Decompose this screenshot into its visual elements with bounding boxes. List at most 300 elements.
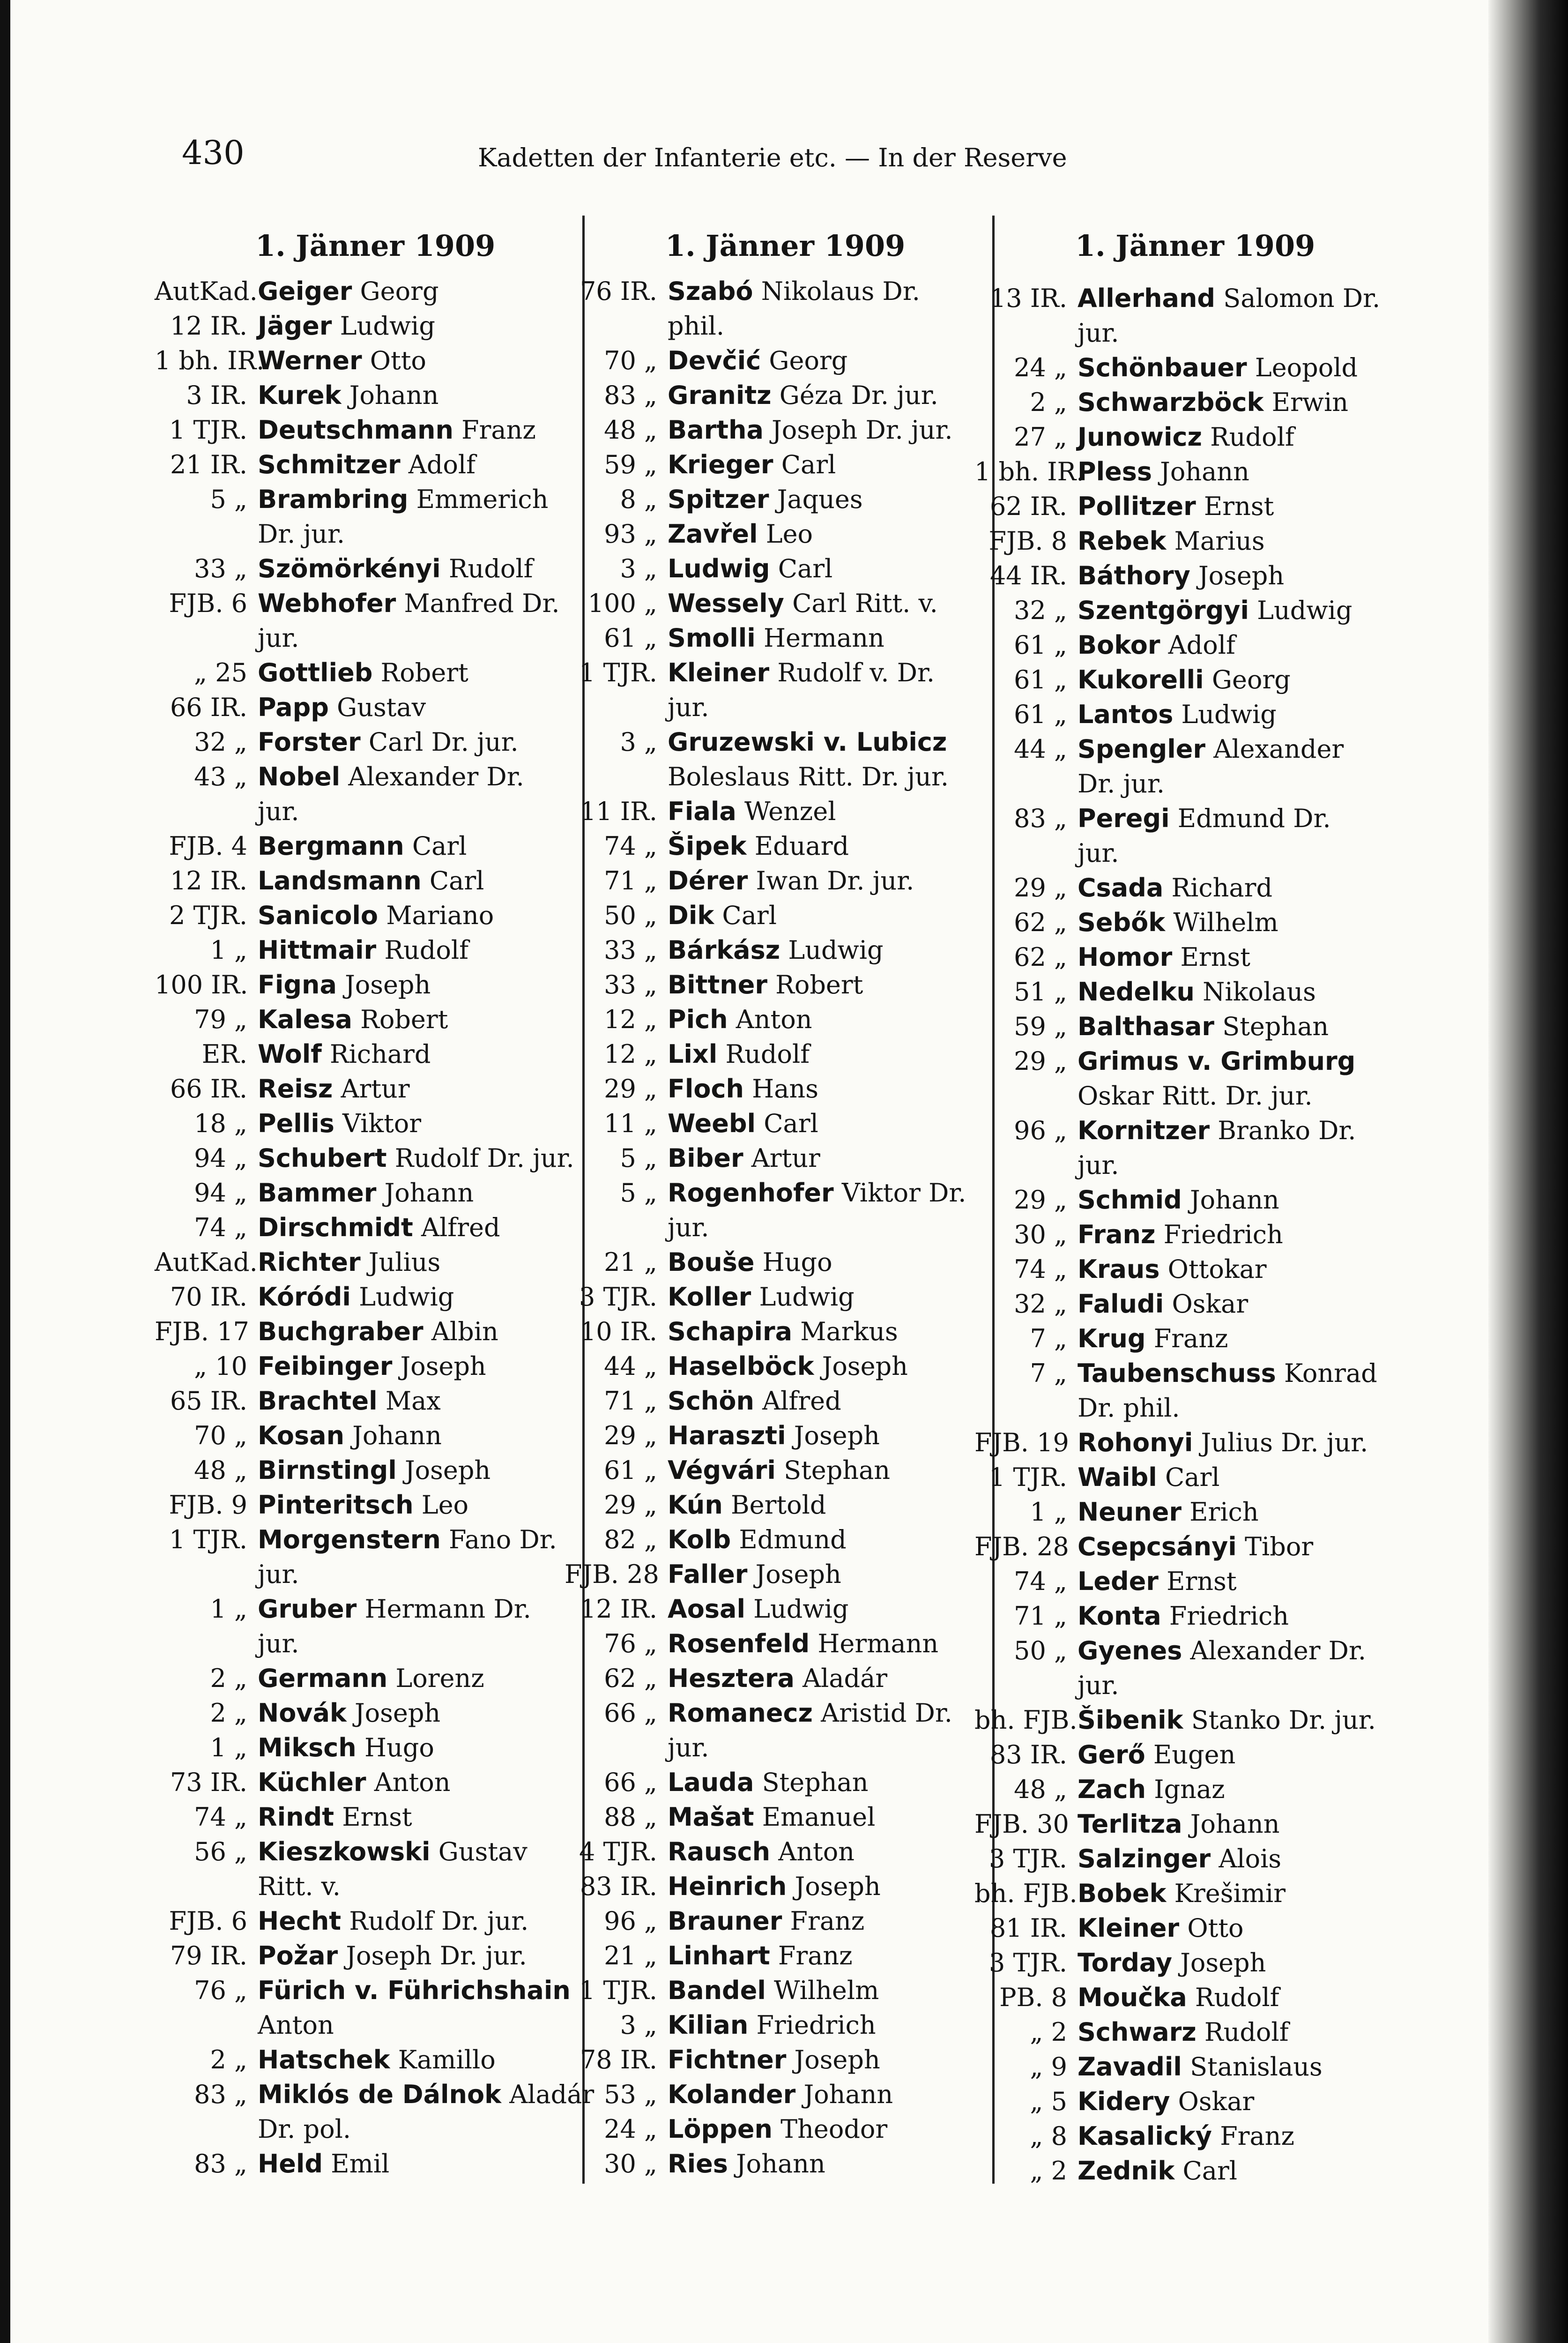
name-line (1078, 2084, 1387, 2119)
name-line (258, 1696, 567, 1731)
person-name (1078, 2119, 1387, 2154)
given-name: Nikolaus (1203, 977, 1316, 1007)
list-item (155, 933, 567, 968)
surname: Schmid (1078, 1185, 1182, 1215)
surname: Sebők (1078, 908, 1166, 937)
person-name (1078, 940, 1387, 975)
name-line (668, 343, 977, 378)
surname: Brambring (258, 485, 409, 514)
name-line (668, 621, 977, 656)
unit-label: AutKad. (155, 1247, 258, 1277)
person-name (668, 586, 977, 621)
unit-label: 1 TJR. (579, 1976, 657, 2005)
list-item (155, 690, 567, 725)
name-line (1078, 385, 1387, 420)
unit-label: 70 „ (194, 1421, 247, 1450)
given-name: Oskar (1172, 1289, 1248, 1319)
name-line (1078, 1876, 1387, 1911)
list-item (155, 1696, 567, 1731)
name-line (668, 1765, 977, 1800)
unit-label: 51 „ (1014, 977, 1067, 1007)
surname: Nobel (258, 762, 341, 791)
surname: Dik (668, 901, 714, 930)
list-item (974, 559, 1387, 593)
surname: Floch (668, 1074, 744, 1104)
name-line (668, 2077, 977, 2112)
name-continuation: jur. (258, 1629, 299, 1658)
unit-label: 3 TJR. (988, 1844, 1067, 1873)
given-name: Leopold (1255, 353, 1358, 382)
list-item (974, 1460, 1387, 1495)
unit-label: 56 „ (194, 1837, 247, 1866)
person-name (668, 621, 977, 656)
unit-label: 3 „ (620, 554, 657, 583)
person-name (258, 2147, 567, 2181)
name-line (1078, 975, 1387, 1009)
unit-label: 11 IR. (580, 797, 657, 826)
list-item (155, 725, 567, 760)
list-item (565, 1835, 977, 1869)
person-name (258, 656, 567, 690)
unit-label: 24 „ (1014, 353, 1067, 382)
name-line (258, 1939, 567, 1973)
list-item (155, 552, 567, 586)
person-name (258, 482, 567, 552)
unit-label: 53 „ (604, 2080, 657, 2109)
unit-label: 70 IR. (170, 1282, 247, 1312)
surname: Landsmann (258, 866, 422, 895)
unit-label: 48 „ (1014, 1775, 1067, 1804)
person-name (668, 1592, 977, 1627)
person-name (258, 1904, 567, 1939)
unit-label: 1 „ (210, 1733, 247, 1762)
list-item (565, 656, 977, 725)
list-item (565, 1280, 977, 1314)
unit-label: „ 2 (1030, 2156, 1067, 2186)
given-name: Alfred (762, 1386, 841, 1416)
list-item (974, 1530, 1387, 1564)
list-item (155, 1384, 567, 1418)
person-name (668, 482, 977, 517)
unit-label: 66 „ (604, 1698, 657, 1728)
list-item (974, 1495, 1387, 1530)
list-item (974, 1911, 1387, 1946)
unit-label: FJB. 28 (565, 1560, 659, 1589)
person-name (668, 656, 977, 725)
person-name (258, 448, 567, 482)
name-continuation: Oskar Ritt. Dr. jur. (1078, 1081, 1313, 1111)
name-line (1078, 1634, 1387, 1668)
person-name (668, 1627, 977, 1661)
list-item (974, 2050, 1387, 2084)
given-name: Hans (752, 1074, 818, 1104)
surname: Šipek (668, 831, 747, 861)
given-name: Albin (431, 1317, 498, 1346)
given-name: Nikolaus Dr. (761, 276, 920, 306)
given-name: Franz (1153, 1324, 1228, 1353)
unit-label: bh. FJB. (974, 1879, 1078, 1908)
given-name: Anton (374, 1768, 451, 1797)
unit-label: FJB. 8 (988, 526, 1067, 556)
name-line (668, 1627, 977, 1661)
name-line (668, 378, 977, 413)
surname: Lauda (668, 1768, 754, 1797)
list-item (155, 1141, 574, 1176)
name-line (668, 1939, 977, 1973)
person-name (258, 274, 567, 309)
given-name: Leo (765, 519, 813, 549)
person-name (258, 2043, 567, 2077)
person-name (258, 1072, 567, 1106)
person-name (1078, 1425, 1387, 1460)
given-name: Max (385, 1386, 441, 1416)
name-line (1078, 732, 1387, 767)
unit-label: 7 „ (1030, 1358, 1067, 1388)
unit-label: 93 „ (604, 519, 657, 549)
person-name (1078, 1113, 1387, 1183)
list-item (155, 1314, 567, 1349)
surname: Lantos (1078, 700, 1174, 729)
surname: Kosan (258, 1421, 345, 1450)
name-continuation: Dr. pol. (258, 2114, 351, 2144)
unit-label: 3 „ (620, 727, 657, 757)
list-item (565, 2077, 977, 2112)
name-line (258, 1314, 567, 1349)
list-item (974, 1564, 1387, 1599)
surname: Kornitzer (1078, 1116, 1210, 1145)
surname: Papp (258, 693, 329, 722)
person-name (258, 1592, 567, 1661)
given-name: Joseph (405, 1455, 491, 1485)
unit-label: FJB. 6 (169, 1906, 247, 1936)
list-item (565, 413, 977, 448)
given-name: Friedrich (1169, 1601, 1289, 1631)
given-name: Emil (331, 2149, 390, 2179)
person-name (1078, 1946, 1387, 1980)
name-line (1078, 1183, 1387, 1217)
name-line (668, 1522, 977, 1557)
list-item (974, 1876, 1387, 1911)
person-name (258, 309, 567, 343)
surname: Kieszkowski (258, 1837, 431, 1866)
list-item (565, 586, 977, 621)
unit-label: 33 „ (604, 970, 657, 1000)
surname: Bouše (668, 1247, 755, 1277)
person-name (258, 1661, 567, 1696)
unit-label: 24 „ (604, 2114, 657, 2144)
list-item (565, 1106, 977, 1141)
surname: Pollitzer (1078, 492, 1196, 521)
given-name: Ludwig (1257, 596, 1352, 625)
person-name (668, 1349, 977, 1384)
unit-label: 27 „ (1014, 422, 1067, 452)
list-item (565, 1488, 977, 1522)
unit-label: 94 „ (194, 1143, 247, 1173)
surname: Schwarz (1078, 2017, 1196, 2047)
person-name (1078, 801, 1387, 871)
surname: Kóródi (258, 1282, 351, 1312)
name-continuation: jur. (258, 1560, 299, 1589)
unit-label: 50 „ (604, 901, 657, 930)
unit-label: 59 „ (604, 450, 657, 479)
given-name: Marius (1174, 526, 1265, 556)
name-line (668, 2043, 977, 2077)
list-item (974, 1183, 1387, 1217)
surname: Waibl (1078, 1463, 1157, 1492)
unit-label: 29 „ (604, 1490, 657, 1520)
surname: Gruber (258, 1594, 357, 1624)
surname: Hecht (258, 1906, 342, 1936)
unit-label: 43 „ (194, 762, 247, 791)
unit-label: 62 „ (604, 1664, 657, 1693)
name-line (258, 1245, 567, 1280)
person-name (1078, 1876, 1387, 1911)
given-name: Edmund (739, 1525, 847, 1554)
name-line (1078, 940, 1387, 975)
person-name (668, 2043, 977, 2077)
name-continuation: Ritt. v. (258, 1872, 341, 1901)
given-name: Bertold (730, 1490, 826, 1520)
given-name: Aladár (803, 1664, 888, 1693)
person-name (1078, 281, 1387, 351)
surname: Geiger (258, 276, 352, 306)
name-line (1078, 1738, 1387, 1772)
given-name: Joseph (400, 1351, 486, 1381)
person-name (258, 1106, 567, 1141)
list-item (974, 489, 1387, 524)
surname: Granitz (668, 381, 772, 410)
surname: Schwarzböck (1078, 388, 1264, 417)
surname: Sanicolo (258, 901, 379, 930)
person-name (668, 1973, 977, 2008)
list-item (155, 482, 567, 552)
given-name: Joseph (795, 1872, 881, 1901)
surname: Allerhand (1078, 284, 1216, 313)
surname: Krieger (668, 450, 773, 479)
surname: Gottlieb (258, 658, 373, 687)
given-name: Joseph Dr. jur. (346, 1941, 527, 1970)
given-name: Ludwig (753, 1594, 849, 1624)
given-name: Carl (429, 866, 484, 895)
list-item (974, 1772, 1387, 1807)
person-name (668, 1141, 977, 1176)
person-name (668, 413, 977, 448)
given-name: Aristid Dr. (821, 1698, 952, 1728)
name-line (668, 1904, 977, 1939)
name-continuation: Dr. phil. (1078, 1393, 1180, 1423)
person-name (1078, 420, 1387, 455)
unit-label: 8 „ (620, 485, 657, 514)
unit-label: 21 „ (604, 1941, 657, 1970)
given-name: Edmund Dr. (1177, 804, 1331, 833)
unit-label: 29 „ (1014, 873, 1067, 903)
name-line (258, 309, 567, 343)
person-name (668, 378, 977, 413)
name-line (668, 2008, 977, 2043)
given-name: Carl (778, 554, 833, 583)
given-name: Friedrich (1163, 1220, 1283, 1249)
unit-label: FJB. 6 (169, 589, 247, 618)
person-name (1078, 1217, 1387, 1252)
name-line (258, 1453, 567, 1488)
unit-label: FJB. 17 (155, 1317, 249, 1346)
unit-label: 2 „ (210, 2045, 247, 2074)
name-line (1078, 2154, 1387, 2188)
person-name (1078, 732, 1387, 801)
unit-label: 83 „ (604, 381, 657, 410)
person-name (668, 1696, 977, 1765)
unit-label: 71 „ (604, 1386, 657, 1416)
person-name (668, 1939, 977, 1973)
given-name: Joseph (822, 1351, 908, 1381)
name-line (668, 552, 977, 586)
unit-label: 5 „ (210, 485, 247, 514)
given-name: Géza Dr. jur. (779, 381, 938, 410)
surname: Bartha (668, 415, 764, 445)
unit-label: FJB. 19 (974, 1428, 1069, 1457)
name-line (668, 1835, 977, 1869)
name-continuation: Anton (258, 2010, 334, 2040)
person-name (668, 1037, 977, 1072)
unit-label: FJB. 28 (974, 1532, 1069, 1561)
list-item (565, 1002, 977, 1037)
given-name: Ludwig (1181, 700, 1277, 729)
person-name (1078, 455, 1387, 489)
given-name: Johann (1190, 1809, 1280, 1839)
person-name (1078, 1183, 1387, 1217)
person-name (1078, 593, 1387, 628)
given-name: Carl (781, 450, 836, 479)
person-name (258, 760, 567, 829)
name-line (258, 1973, 571, 2008)
surname: Heinrich (668, 1872, 787, 1901)
name-line (1078, 1980, 1387, 2015)
surname: Homor (1078, 942, 1173, 972)
person-name (1078, 1738, 1387, 1772)
surname: Fichtner (668, 2045, 787, 2074)
unit-label: 29 „ (604, 1074, 657, 1104)
surname: Biber (668, 1143, 743, 1173)
surname: Kalesa (258, 1005, 352, 1034)
list-item (974, 1980, 1387, 2015)
surname: Romanecz (668, 1698, 813, 1728)
unit-label: 44 „ (604, 1351, 657, 1381)
unit-label: 12 IR. (580, 1594, 657, 1624)
unit-label: 50 „ (1014, 1636, 1067, 1665)
name-continuation: jur. (668, 1733, 709, 1762)
unit-label: 76 IR. (580, 276, 657, 306)
name-line (258, 343, 567, 378)
person-name (1078, 975, 1387, 1009)
list-item (974, 1946, 1387, 1980)
surname: Kún (668, 1490, 723, 1520)
given-name: Oskar (1178, 2087, 1255, 2116)
given-name: Viktor (342, 1109, 422, 1138)
name-line (1078, 593, 1387, 628)
list-item (565, 552, 977, 586)
person-name (258, 898, 567, 933)
name-line (668, 413, 977, 448)
list-item (155, 1210, 567, 1245)
surname: Faludi (1078, 1289, 1164, 1319)
list-item (565, 933, 977, 968)
name-line (1078, 351, 1387, 385)
person-name (1078, 1911, 1387, 1946)
person-name (258, 1488, 567, 1522)
given-name: Friedrich (756, 2010, 876, 2040)
name-line (258, 1765, 567, 1800)
list-item (565, 1141, 977, 1176)
surname: Végvári (668, 1455, 776, 1485)
surname: Salzinger (1078, 1844, 1211, 1873)
surname: Pless (1078, 457, 1152, 486)
given-name: Carl Ritt. v. (792, 589, 938, 618)
given-name: Johann (1160, 457, 1249, 486)
given-name: Rudolf (725, 1039, 810, 1069)
given-name: Anton (736, 1005, 812, 1034)
surname: Linhart (668, 1941, 770, 1970)
name-line (1078, 2015, 1387, 2050)
list-item (974, 351, 1387, 385)
unit-label: 4 TJR. (579, 1837, 657, 1866)
person-name (258, 690, 567, 725)
person-name (258, 1002, 567, 1037)
surname: Miksch (258, 1733, 357, 1762)
name-line (668, 1002, 977, 1037)
surname: Nedelku (1078, 977, 1195, 1007)
given-name: Julius (368, 1247, 441, 1277)
list-item (565, 517, 977, 552)
given-name: Leo (421, 1490, 469, 1520)
given-name: Hermann Dr. (364, 1594, 531, 1624)
surname: Küchler (258, 1768, 366, 1797)
given-name: Ernst (1167, 1567, 1237, 1596)
person-name (668, 343, 977, 378)
surname: Spitzer (668, 485, 769, 514)
column-1 (155, 274, 595, 2181)
given-name: Erwin (1271, 388, 1349, 417)
list-item (974, 1009, 1387, 1044)
name-continuation: Boleslaus Ritt. Dr. jur. (668, 762, 949, 791)
person-name (668, 1522, 977, 1557)
unit-label: bh. FJB. (974, 1705, 1078, 1735)
name-line (258, 1731, 567, 1765)
name-line (668, 968, 977, 1002)
surname: Feibinger (258, 1351, 393, 1381)
list-item (155, 1835, 567, 1904)
list-item (974, 1113, 1387, 1183)
person-name (668, 1280, 977, 1314)
list-item (155, 656, 567, 690)
unit-label: 48 „ (604, 415, 657, 445)
list-item (974, 628, 1387, 663)
unit-label: 2 „ (1030, 388, 1067, 417)
name-line (258, 1072, 567, 1106)
list-item (565, 1314, 977, 1349)
name-line (1078, 1044, 1387, 1079)
name-line (1078, 1911, 1387, 1946)
person-name (1078, 1287, 1387, 1321)
list-item (155, 274, 567, 309)
given-name: Gustav (337, 693, 426, 722)
given-name: Rudolf (1204, 2017, 1289, 2047)
surname: Koller (668, 1282, 751, 1312)
surname: Haraszti (668, 1421, 786, 1450)
name-line (668, 864, 977, 898)
name-line (1078, 455, 1387, 489)
unit-label: 3 TJR. (579, 1282, 657, 1312)
surname: Szömörkényi (258, 554, 441, 583)
